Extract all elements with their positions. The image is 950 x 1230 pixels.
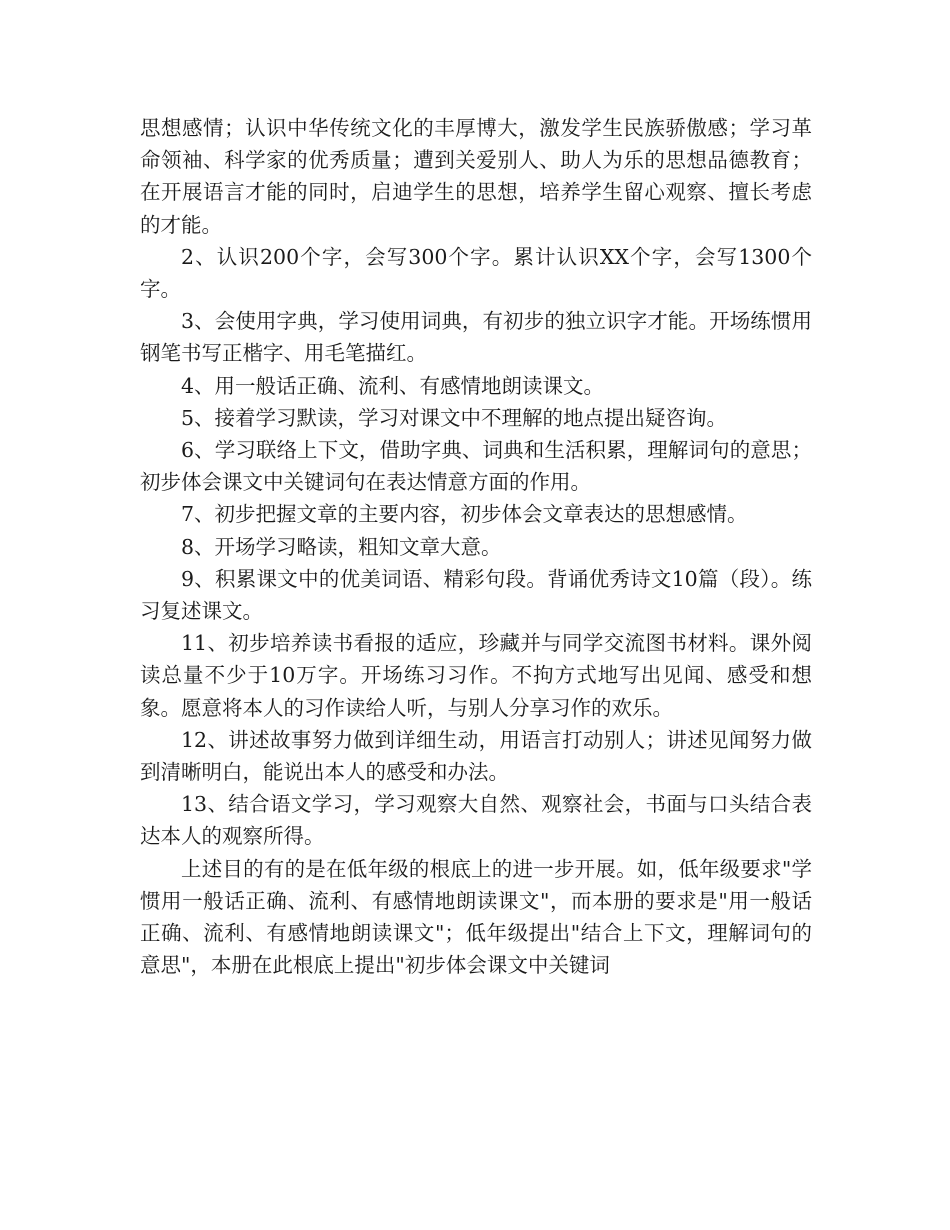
paragraph-item-5: 5、接着学习默读，学习对课文中不理解的地点提出疑咨询。 bbox=[181, 405, 728, 430]
paragraph-item-8: 8、开场学习略读，粗知文章大意。 bbox=[181, 534, 502, 559]
paragraph-item-7: 7、初步把握文章的主要内容，初步体会文章表达的思想感情。 bbox=[181, 502, 748, 527]
paragraph-item-9: 9、积累课文中的优美词语、精彩句段。背诵优秀诗文10篇（段）。练习复述课文。 bbox=[140, 566, 812, 624]
paragraph-item-3: 3、会使用字典，学习使用词典，有初步的独立识字才能。开场练惯用钢笔书写正楷字、用毛笔描红。 bbox=[140, 309, 812, 366]
paragraph-item-2: 2、认识200个字，会写300个字。累计认识XX个字，会写1300个字。 bbox=[140, 244, 812, 302]
document-body bbox=[140, 112, 812, 981]
paragraph-item-11: 11、初步培养读书看报的适应，珍藏并与同学交流图书材料。课外阅读总量不少于10万字。开场练习习作。不拘方式地写出见闻、感受和想象。愿意将本人的习作读给人听，与别人分享习作的欢乐。 bbox=[140, 631, 812, 720]
paragraph-item-13: 13、结合语文学习，学习观察大自然、观察社会，书面与口头结合表达本人的观察所得。 bbox=[140, 792, 812, 849]
paragraph-intro: 思想感情；认识中华传统文化的丰厚博大，激发学生民族骄傲感；学习革命领袖、科学家的优秀质量；遭到关爱别人、助人为乐的思想品德教育；在开展语言才能的同时，启迪学生的思想，培养学生留心观察、擅长考虑的才能。 bbox=[140, 116, 812, 237]
paragraph-summary: 上述目的有的是在低年级的根底上的进一步开展。如，低年级要求"学惯用一般话正确、流利、有感情地朗读课文"，而本册的要求是"用一般话正确、流利、有感情地朗读课文"；低年级提出"结合上下文，理解词句的意思"，本册在此根底上提出"初步体会课文中关键词 bbox=[140, 856, 812, 978]
paragraph-item-12: 12、讲述故事努力做到详细生动，用语言打动别人；讲述见闻努力做到清晰明白，能说出本人的感受和办法。 bbox=[140, 727, 812, 785]
paragraph-item-4: 4、用一般话正确、流利、有感情地朗读课文。 bbox=[181, 373, 605, 398]
paragraph-item-6: 6、学习联络上下文，借助字典、词典和生活积累，理解词句的意思；初步体会课文中关键词句在表达情意方面的作用。 bbox=[140, 438, 812, 495]
